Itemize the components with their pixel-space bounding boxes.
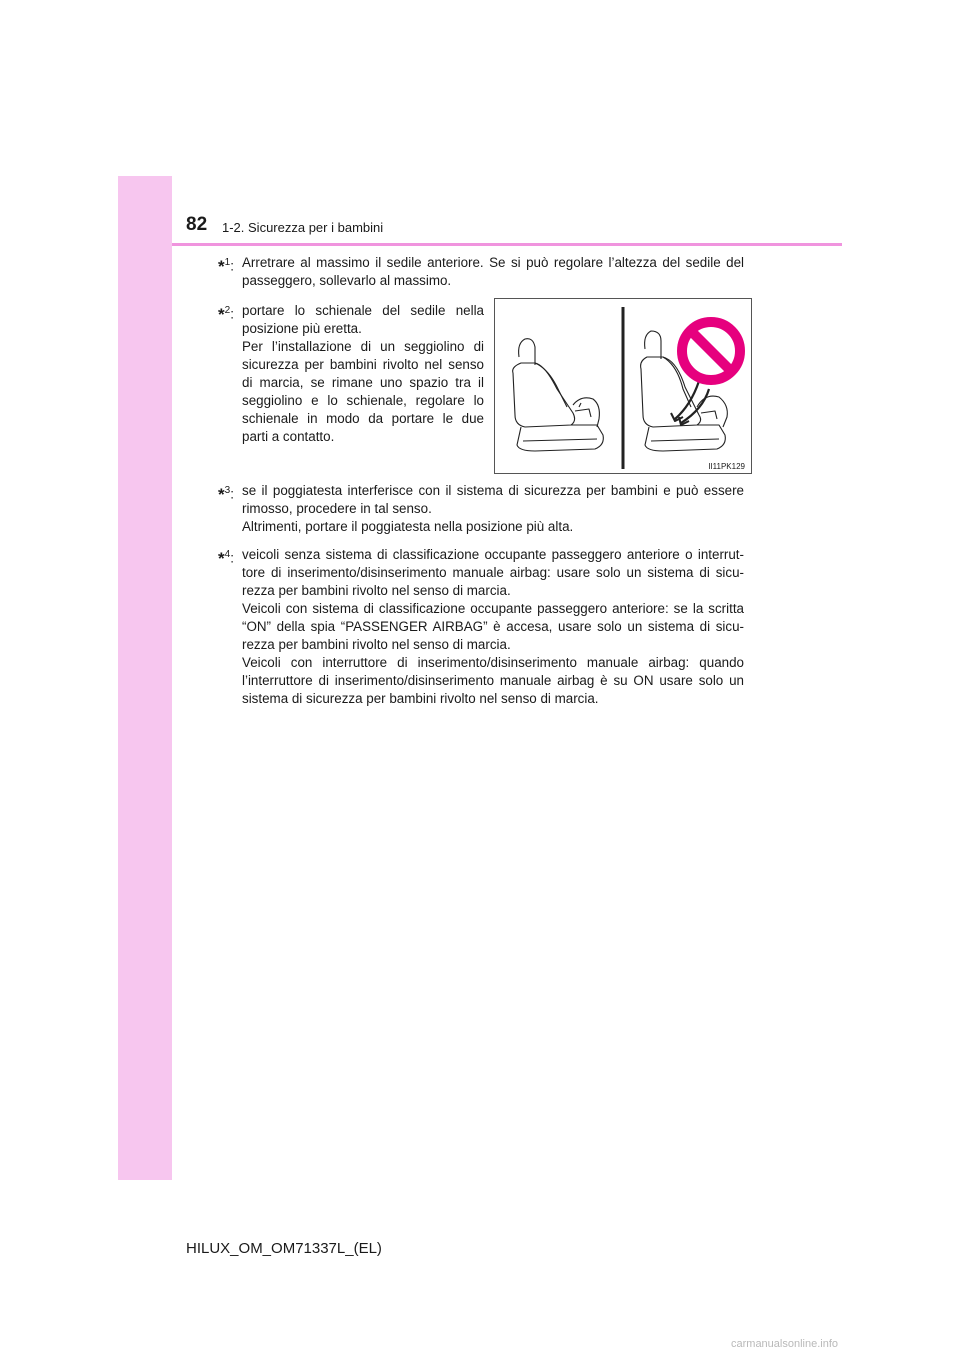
footnote-label: *$^3$:	[218, 485, 234, 505]
page-number: 82	[186, 214, 208, 235]
document-code: HILUX_OM_OM71337L_(EL)	[186, 1240, 382, 1257]
seat-illustration	[494, 298, 752, 474]
footnote-label: *$^2$:	[218, 305, 234, 325]
side-color-band	[118, 176, 172, 1180]
footnote-paragraph: Arretrare al massimo il sedile anteriore. Se si può regolare l’altezza del sedile del passeggero, sollevarlo al massimo.	[242, 255, 744, 288]
car-seat-icon	[513, 339, 604, 451]
footnote-paragraph: Per l’installazione di un seggiolino di sicurezza per bambini rivolto nel senso di marcia, se rimane uno spazio tra il seggiolino e lo schienale, regolare lo schienale in modo da portare le due parti a contatto.	[242, 339, 484, 444]
prohibited-icon	[682, 322, 740, 380]
header-rule	[172, 243, 842, 246]
watermark: carmanualsonline.info	[731, 1338, 839, 1350]
footnote-2	[218, 302, 484, 446]
footnote-paragraph: Veicoli con interruttore di inserimento/disinserimento manuale airbag: quando l’interruttore di inserimento/disinserimento manuale airbag è su ON usare solo un sistema di sicurezza per bambini rivolto nel senso di marcia.	[242, 655, 744, 706]
footnote-text	[242, 254, 744, 290]
footnote-label: *$^1$:	[218, 257, 234, 277]
figure-code: II11PK129	[708, 462, 745, 471]
footnote-paragraph: Altrimenti, portare il poggiatesta nella posizione più alta.	[242, 519, 574, 534]
footnote-4	[218, 546, 744, 708]
footnote-1	[218, 254, 744, 290]
footnote-paragraph: Veicoli con sistema di classificazione occupante passeggero anteriore: se la scritta “ON” della spia “PASSENGER AIRBAG” è accesa, usare solo un sistema di sicu-rezza per bambini rivolto nel senso di marcia.	[242, 601, 744, 652]
footnote-3	[218, 482, 744, 536]
footnote-paragraph: veicoli senza sistema di classificazione occupante passeggero anteriore o interrut-tore di inserimento/disinserimento manuale airbag: usare solo un sistema di sicu-rezza per bambini rivolto nel senso di marcia.	[242, 547, 744, 598]
footnote-text	[242, 302, 484, 446]
footnote-paragraph: portare lo schienale del sedile nella posizione più eretta.	[242, 303, 484, 336]
footnote-paragraph: se il poggiatesta interferisce con il sistema di sicurezza per bambini e può essere rimosso, procedere in tal senso.	[242, 483, 744, 516]
footnote-label: *$^4$:	[218, 549, 234, 569]
footnote-text	[242, 546, 744, 708]
footnote-text	[242, 482, 744, 536]
section-title: 1-2. Sicurezza per i bambini	[222, 220, 384, 235]
